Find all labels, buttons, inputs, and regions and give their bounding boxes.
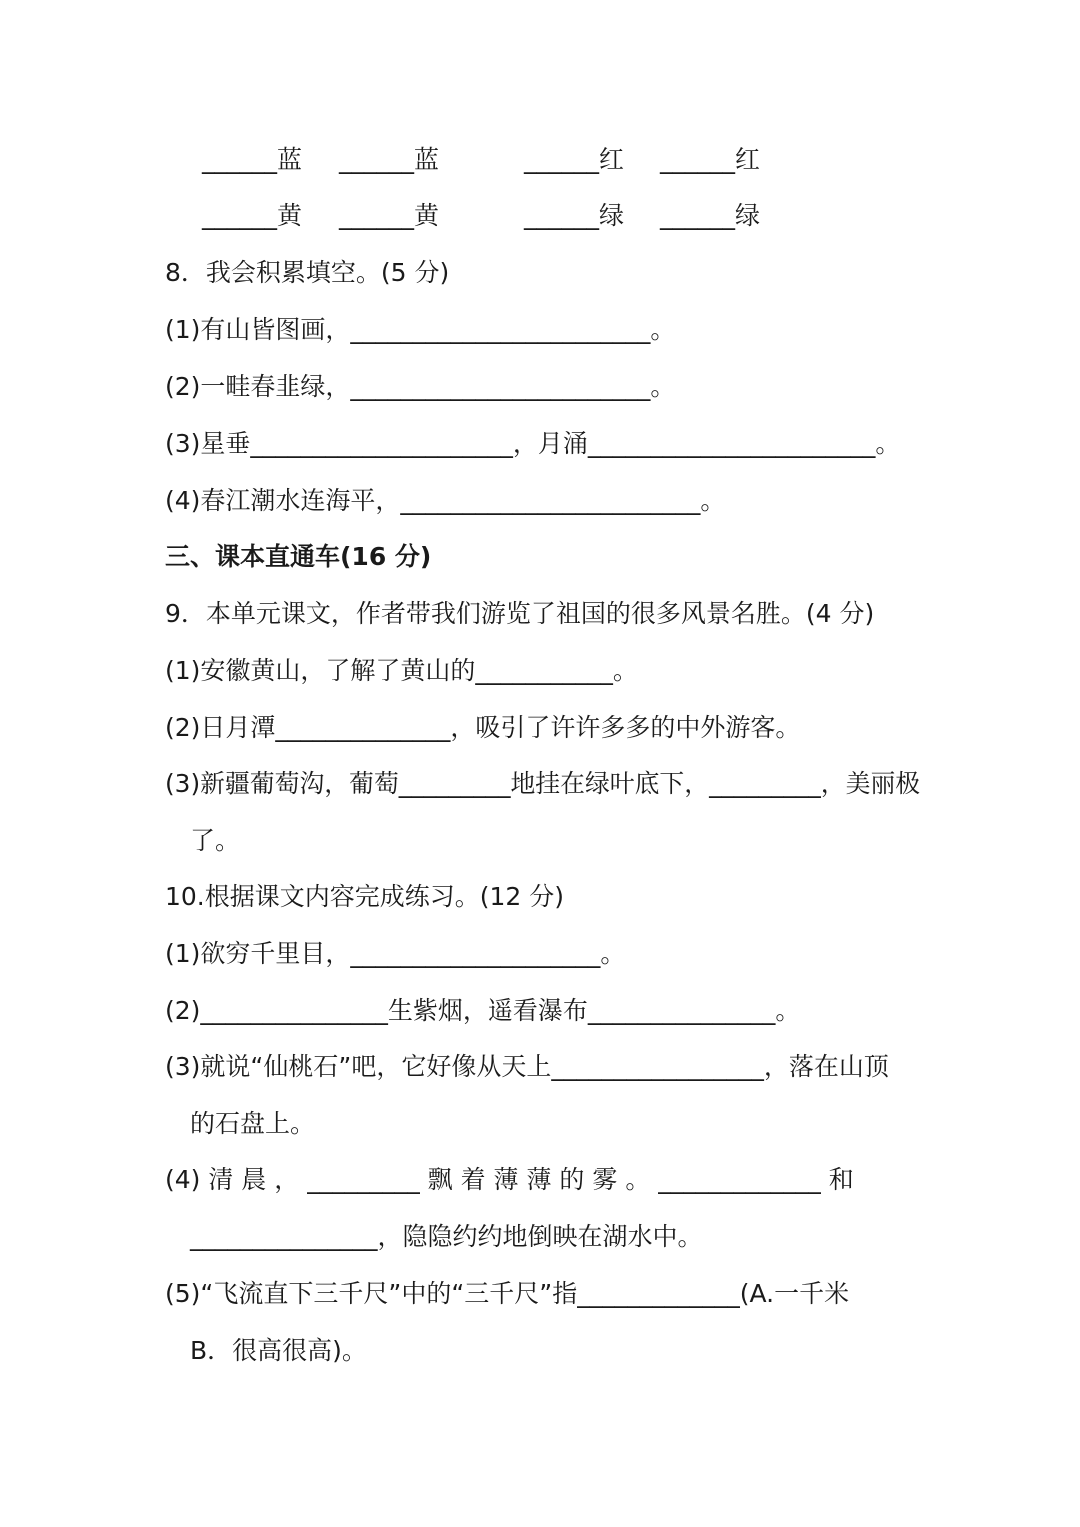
q10-item-4-cont: _______________，隐隐约约地倒映在湖水中。 bbox=[190, 1222, 703, 1251]
blank-word: ______黄 bbox=[202, 201, 303, 230]
q8-title: 8．我会积累填空。(5 分) bbox=[165, 258, 450, 287]
q9-item-3-cont: 了。 bbox=[190, 826, 241, 855]
q8-item-4: (4)春江潮水连海平，________________________。 bbox=[165, 486, 726, 515]
q8-item-2: (2)一畦春韭绿，________________________。 bbox=[165, 372, 676, 401]
blank-word: ______红 bbox=[660, 145, 761, 174]
blank-word: ______绿 bbox=[524, 201, 625, 230]
blank-word: ______蓝 bbox=[339, 145, 440, 174]
q10-title: 10.根据课文内容完成练习。(12 分) bbox=[165, 882, 565, 911]
q10-item-1: (1)欲穷千里目，____________________。 bbox=[165, 939, 626, 968]
q10-item-3: (3)就说“仙桃石”吧，它好像从天上_________________，落在山顶 bbox=[165, 1052, 889, 1081]
blank-word: ______黄 bbox=[339, 201, 440, 230]
q10-item-3-cont: 的石盘上。 bbox=[190, 1109, 316, 1138]
q9-title: 9．本单元课文，作者带我们游览了祖国的很多风景名胜。(4 分) bbox=[165, 599, 875, 628]
q10-item-5-cont: B．很高很高)。 bbox=[190, 1336, 367, 1365]
blank-word: ______红 bbox=[524, 145, 625, 174]
q10-item-2: (2)_______________生紫烟，遥看瀑布_______________。 bbox=[165, 996, 801, 1025]
blank-word: ______绿 bbox=[660, 201, 761, 230]
q10-item-4: (4) 清 晨 ， _________ 飘 着 薄 薄 的 雾 。 _____________ 和 bbox=[165, 1165, 854, 1194]
q9-item-2: (2)日月潭______________，吸引了许许多多的中外游客。 bbox=[165, 713, 801, 742]
q9-item-3: (3)新疆葡萄沟，葡萄_________地挂在绿叶底下，_________，美丽极 bbox=[165, 769, 921, 798]
q10-item-5: (5)“飞流直下三千尺”中的“三千尺”指_____________(A.一千米 bbox=[165, 1279, 850, 1308]
q8-item-3: (3)星垂_____________________，月涌_______________________。 bbox=[165, 429, 901, 458]
q9-item-1: (1)安徽黄山，了解了黄山的___________。 bbox=[165, 656, 638, 685]
blank-word: ______蓝 bbox=[202, 145, 303, 174]
section-3-title: 三、课本直通车(16 分) bbox=[165, 542, 432, 571]
q8-item-1: (1)有山皆图画，________________________。 bbox=[165, 315, 676, 344]
